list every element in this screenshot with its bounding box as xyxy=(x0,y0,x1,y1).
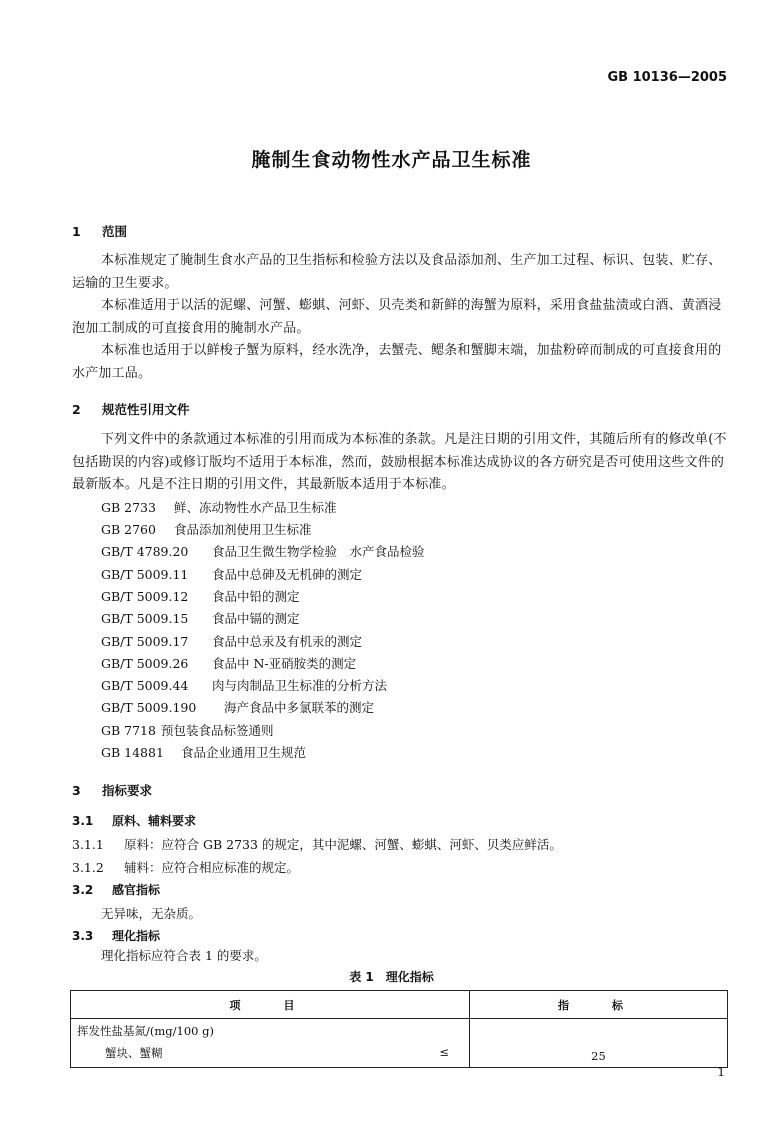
section-title: 规范性引用文件 xyxy=(102,402,190,417)
reference-code: GB/T 5009.26 xyxy=(101,656,189,671)
clause-text: 原料：应符合 GB 2733 的规定，其中泥螺、河蟹、蟛蜞、河虾、贝类应鲜活。 xyxy=(124,837,562,852)
subsection-title: 感官指标 xyxy=(112,883,161,897)
reference-title: 海产食品中多氯联苯的测定 xyxy=(224,700,375,715)
indicator-table xyxy=(70,990,728,1068)
reference-item xyxy=(101,653,356,676)
subsection-3-2-heading xyxy=(72,881,160,898)
section-title: 指标要求 xyxy=(102,783,153,798)
document-title: 腌制生食动物性水产品卫生标准 xyxy=(251,149,532,171)
reference-code: GB/T 5009.44 xyxy=(101,678,189,693)
subsection-title: 理化指标 xyxy=(112,929,161,943)
item-label: 蟹块、蟹糊 xyxy=(105,1046,163,1060)
reference-title: 预包装食品标签通则 xyxy=(161,723,274,738)
reference-code: GB/T 5009.12 xyxy=(101,589,189,604)
item-row xyxy=(77,1045,463,1061)
table-caption: 表 1 理化指标 xyxy=(349,970,434,984)
reference-title: 鲜、冻动物性水产品卫生标准 xyxy=(174,500,337,515)
references-intro: 下列文件中的条款通过本标准的引用而成为本标准的条款。凡是注日期的引用文件，其随后所有的修改单(不包括勘误的内容)或修订版均不适用于本标准，然而，鼓励根据本标准达成协议的各方研究是否可使用这些文件的最新版本。凡是不注日期的引用文件，其最新版本适用于本标准。 xyxy=(72,432,727,492)
item-group-label: 挥发性盐基氮/(mg/100 g) xyxy=(77,1024,214,1038)
physchem-text: 理化指标应符合表 1 的要求。 xyxy=(101,948,267,963)
subsection-number: 3.1 xyxy=(72,814,94,828)
reference-item xyxy=(101,631,362,654)
reference-item xyxy=(101,586,300,609)
operator-symbol: ≤ xyxy=(439,1045,449,1059)
subsection-title: 原料、辅料要求 xyxy=(112,814,197,828)
reference-code: GB 14881 xyxy=(101,745,164,760)
reference-title: 食品中铅的测定 xyxy=(212,589,300,604)
reference-item xyxy=(101,675,387,698)
reference-title: 食品卫生微生物学检验 水产食品检验 xyxy=(212,544,425,559)
clause-number: 3.1.1 xyxy=(72,837,104,852)
value-cell: 25 xyxy=(470,1019,728,1068)
sensory-text: 无异味，无杂质。 xyxy=(101,906,202,921)
column-header-item: 项 目 xyxy=(71,991,470,1019)
reference-item xyxy=(101,697,374,720)
standard-number: GB 10136—2005 xyxy=(607,70,727,85)
subsection-3-1-heading xyxy=(72,812,196,829)
scope-paragraph-2: 本标准适用于以活的泥螺、河蟹、蟛蜞、河虾、贝壳类和新鲜的海蟹为原料，采用食盐盐渍或白酒、黄酒浸泡加工制成的可直接食用的腌制水产品。 xyxy=(72,298,722,336)
reference-code: GB 7718 xyxy=(101,723,156,738)
reference-title: 肉与肉制品卫生标准的分析方法 xyxy=(212,678,388,693)
table-row xyxy=(71,1019,728,1068)
reference-item xyxy=(101,497,337,520)
reference-item xyxy=(101,608,300,631)
reference-title: 食品中 N-亚硝胺类的测定 xyxy=(212,656,357,671)
reference-title: 食品中总砷及无机砷的测定 xyxy=(212,567,363,582)
reference-code: GB/T 5009.11 xyxy=(101,567,189,582)
clause-3-1-1 xyxy=(72,835,562,853)
subsection-number: 3.3 xyxy=(72,929,94,943)
scope-paragraph-3: 本标准也适用于以鲜梭子蟹为原料，经水洗净，去蟹壳、鳃条和蟹脚末端，加盐粉碎而制成的可直接食用的水产加工品。 xyxy=(72,343,722,381)
reference-item xyxy=(101,564,362,587)
section-title: 范围 xyxy=(102,224,128,239)
reference-title: 食品中总汞及有机汞的测定 xyxy=(212,634,363,649)
section-number: 3 xyxy=(72,783,81,798)
reference-item xyxy=(101,519,312,542)
table-header-row xyxy=(71,991,728,1019)
section-2-heading xyxy=(72,400,190,418)
section-number: 2 xyxy=(72,402,81,417)
reference-code: GB/T 5009.17 xyxy=(101,634,189,649)
reference-code: GB 2760 xyxy=(101,522,156,537)
reference-code: GB/T 5009.190 xyxy=(101,700,197,715)
clause-number: 3.1.2 xyxy=(72,860,104,875)
subsection-number: 3.2 xyxy=(72,883,94,897)
section-1-heading xyxy=(72,222,127,240)
reference-title: 食品中镉的测定 xyxy=(212,611,300,626)
reference-code: GB/T 5009.15 xyxy=(101,611,189,626)
reference-title: 食品添加剂使用卫生标准 xyxy=(174,522,312,537)
column-header-value: 指 标 xyxy=(470,991,728,1019)
reference-item xyxy=(101,720,274,743)
reference-item xyxy=(101,742,306,765)
reference-code: GB/T 4789.20 xyxy=(101,544,189,559)
clause-3-1-2 xyxy=(72,858,299,876)
reference-title: 食品企业通用卫生规范 xyxy=(181,745,307,760)
clause-text: 辅料：应符合相应标准的规定。 xyxy=(124,860,300,875)
subsection-3-3-heading xyxy=(72,927,160,944)
page-number: 1 xyxy=(717,1065,725,1079)
section-3-heading xyxy=(72,781,152,799)
reference-code: GB 2733 xyxy=(101,500,156,515)
item-cell xyxy=(71,1019,470,1068)
section-number: 1 xyxy=(72,224,81,239)
reference-item xyxy=(101,541,425,564)
scope-paragraph-1: 本标准规定了腌制生食水产品的卫生指标和检验方法以及食品添加剂、生产加工过程、标识、包装、贮存、运输的卫生要求。 xyxy=(72,253,722,291)
